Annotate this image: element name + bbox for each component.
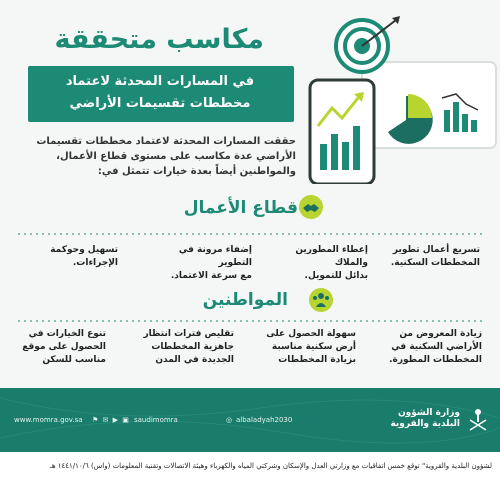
citizens-item-1: زيادة المعروض من الأراضي السكنية في المخططات المطورة. [389,329,482,365]
footer-band [0,388,500,452]
headline: مكاسب متحققة [54,24,264,55]
business-divider [18,231,482,237]
hashtag-handle[interactable]: albaladyah2030 [236,416,293,424]
intro-line-2: الأراضي عدة مكاسب على مستوى قطاع الأعمال، [56,151,296,162]
news-caption: لشؤون البلدية والقروية" توقع خمس اتفاقيات مع وزارتي العدل والإسكان وشركتي المياه والكهرباء وهيئة الاتصالات وتقنية المعلومات (واس) ١٤٤١/١٠/٦ هـ [49,462,492,470]
laptop-icon [362,62,496,148]
citizens-section-title: المواطنين [202,290,288,310]
social-icons: ⚑ ✉ ▶ ▣ [92,416,130,424]
citizens-item-4: تنوع الخيارات في الحصول على موقع مناسب للسكن [22,329,106,365]
phone-icon [310,80,374,184]
business-item-2: إعطاء المطورين والملاك بدائل للتمويل. [295,245,368,281]
business-item-3: إضفاء مرونة في التطوير مع سرعة الاعتماد. [170,245,252,281]
banner-line-2: مخططات تقسيمات الأراضي [69,96,251,111]
intro-paragraph [24,134,296,179]
banner-line-1: في المسارات المحدثة لاعتماد [65,74,255,89]
intro-line-3: والمواطنين أيضاً بعدة خيارات تتمثل في: [97,166,296,177]
handshake-icon [298,194,324,220]
people-icon [308,287,334,313]
title-banner [28,66,294,122]
business-item-4: تسهيل وحوكمة الإجراءات. [50,245,118,268]
business-item-1: تسريع أعمال تطوير المخططات السكنية. [390,245,480,268]
social-handle[interactable]: saudimomra [134,416,178,424]
growth-illustration [298,14,500,184]
business-section-title: قطاع الأعمال [183,198,298,218]
citizens-item-3: تقليص فترات انتظار جاهزية المخططات الجديدة في المدن [143,329,234,365]
intro-line-1: حققت المسارات المحدثة لاعتماد مخططات تقسيمات [36,136,296,147]
hashtag-icon: ◎ [226,416,233,424]
citizens-divider [18,318,482,324]
citizens-item-2: سهولة الحصول على أرض سكنية مناسبة بزيادة المخططات [266,329,356,365]
website-link[interactable]: www.momra.gov.sa [14,416,83,424]
ministry-name: وزارة الشؤون البلدية والقروية [390,408,460,429]
ministry-emblem-icon [466,408,490,434]
